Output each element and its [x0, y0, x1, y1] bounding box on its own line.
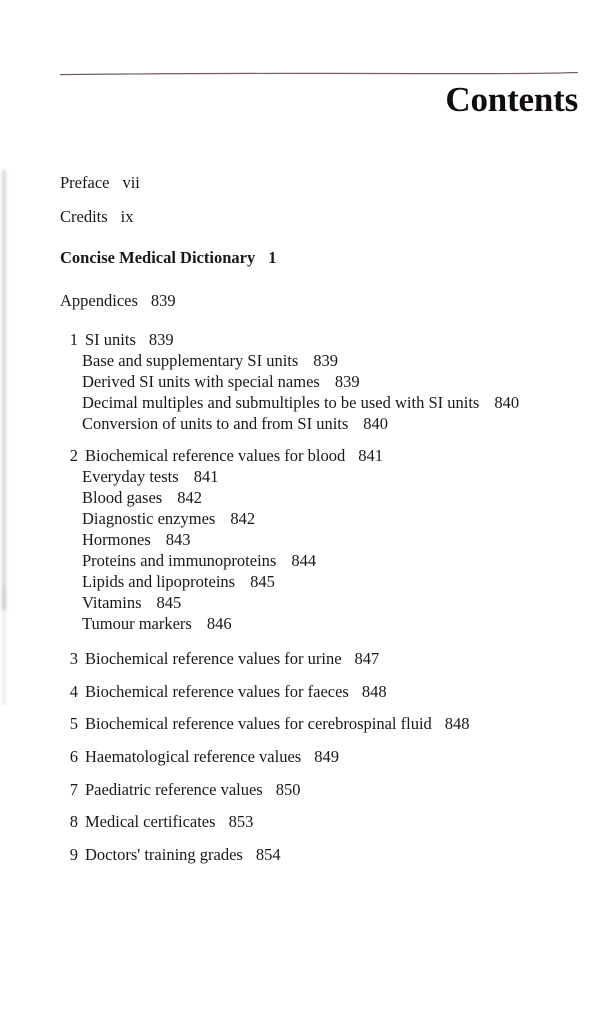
toc-entry-page-number: 1 — [268, 248, 277, 267]
toc-entry-page-number: 848 — [444, 714, 470, 733]
toc-subentry-page-number: 840 — [494, 393, 520, 412]
toc-entry-label: Biochemical reference values for cerebrospinal fluid — [85, 714, 432, 733]
toc-subentry-label: Vitamins — [82, 593, 142, 612]
toc-subentry[interactable] — [82, 351, 338, 371]
toc-entry-page-number: 853 — [228, 812, 254, 831]
toc-entry-label: Biochemical reference values for faeces — [85, 682, 349, 701]
toc-entry-number: 4 — [69, 682, 78, 701]
toc-entry-label: Doctors' training grades — [85, 845, 243, 864]
toc-entry-appendix[interactable] — [63, 812, 253, 832]
toc-entry-page-number: 849 — [314, 747, 339, 766]
toc-subentry-page-number: 842 — [230, 509, 256, 528]
toc-subentry[interactable] — [82, 488, 202, 508]
toc-entry-label: SI units — [85, 330, 136, 349]
toc-subentry[interactable] — [82, 593, 181, 613]
toc-entry-page-number: 847 — [354, 649, 380, 668]
toc-entry-appendix[interactable] — [63, 649, 379, 669]
toc-entry-label: Biochemical reference values for urine — [85, 649, 342, 668]
toc-subentry-label: Lipids and lipoproteins — [82, 572, 236, 591]
toc-subentry-page-number: 841 — [193, 467, 219, 486]
toc-subentry-label: Derived SI units with special names — [82, 372, 320, 391]
toc-entry-appendix[interactable] — [63, 446, 383, 466]
toc-subentry[interactable] — [82, 393, 519, 413]
toc-subentry-label: Hormones — [82, 530, 151, 549]
toc-entry-page-number: ix — [120, 207, 134, 226]
toc-entry-page-number: vii — [122, 173, 140, 192]
toc-subentry-label: Diagnostic enzymes — [82, 509, 216, 528]
toc-entry-label: Medical certificates — [85, 812, 216, 831]
toc-entry-number: 2 — [69, 446, 78, 465]
toc-entry-label: Paediatric reference values — [85, 780, 263, 799]
toc-entry-label: Credits — [60, 207, 108, 226]
toc-subentry[interactable] — [82, 372, 360, 392]
toc-entry-number: 5 — [69, 714, 78, 733]
toc-entry-front-matter[interactable] — [60, 248, 276, 268]
page-gutter-shadow — [1, 170, 8, 610]
toc-subentry[interactable] — [82, 467, 218, 487]
toc-subentry[interactable] — [82, 572, 275, 592]
toc-entry-label: Biochemical reference values for blood — [85, 446, 346, 465]
toc-subentry-label: Decimal multiples and submultiples to be used with SI units — [82, 393, 480, 412]
toc-entry-appendix[interactable] — [63, 714, 470, 734]
toc-entry-label: Preface — [60, 173, 110, 192]
toc-subentry-page-number: 844 — [291, 551, 317, 570]
toc-entry-appendix[interactable] — [63, 845, 281, 865]
toc-entry-appendix[interactable] — [63, 747, 339, 767]
toc-subentry-label: Base and supplementary SI units — [82, 351, 299, 370]
toc-entry-number: 3 — [69, 649, 78, 668]
toc-entry-front-matter[interactable] — [60, 207, 134, 227]
toc-entry-page-number: 841 — [358, 446, 383, 465]
toc-entry-page-number: 839 — [150, 291, 176, 310]
toc-entry-number: 9 — [69, 845, 78, 864]
toc-entry-number: 1 — [69, 330, 78, 349]
toc-entry-label: Haematological reference values — [85, 747, 302, 766]
toc-subentry-label: Blood gases — [82, 488, 163, 507]
toc-entry-number: 8 — [69, 812, 78, 831]
toc-subentry[interactable] — [82, 509, 255, 529]
toc-subentry[interactable] — [82, 530, 191, 550]
toc-entry-appendix[interactable] — [63, 682, 387, 702]
toc-subentry-page-number: 840 — [363, 414, 389, 433]
toc-subentry-page-number: 845 — [156, 593, 182, 612]
toc-entry-page-number: 854 — [255, 845, 281, 864]
toc-entry-page-number: 839 — [148, 330, 174, 349]
toc-subentry-label: Tumour markers — [82, 614, 192, 633]
toc-subentry-page-number: 842 — [177, 488, 202, 507]
toc-subentry-page-number: 839 — [334, 372, 360, 391]
toc-subentry[interactable] — [82, 551, 316, 571]
toc-subentry-page-number: 846 — [206, 614, 232, 633]
toc-entry-number: 7 — [69, 780, 78, 799]
toc-subentry-label: Everyday tests — [82, 467, 179, 486]
toc-subentry-page-number: 839 — [313, 351, 339, 370]
toc-entry-front-matter[interactable] — [60, 173, 140, 193]
page-gutter-shadow-lower — [1, 585, 8, 705]
toc-subentry-label: Proteins and immunoproteins — [82, 551, 277, 570]
toc-entry-label: Appendices — [60, 291, 138, 310]
toc-subentry-page-number: 845 — [250, 572, 275, 591]
toc-subentry[interactable] — [82, 414, 388, 434]
toc-entry-page-number: 848 — [361, 682, 387, 701]
toc-subentry[interactable] — [82, 614, 232, 634]
toc-entry-page-number: 850 — [275, 780, 301, 799]
header-divider-rule — [60, 72, 578, 74]
toc-subentry-label: Conversion of units to and from SI units — [82, 414, 349, 433]
toc-entry-appendix[interactable] — [63, 330, 174, 350]
toc-entry-front-matter[interactable] — [60, 291, 176, 311]
page-title: Contents — [445, 80, 578, 119]
toc-entry-number: 6 — [69, 747, 78, 766]
toc-subentry-page-number: 843 — [165, 530, 191, 549]
toc-entry-label: Concise Medical Dictionary — [60, 248, 256, 267]
toc-entry-appendix[interactable] — [63, 780, 300, 800]
